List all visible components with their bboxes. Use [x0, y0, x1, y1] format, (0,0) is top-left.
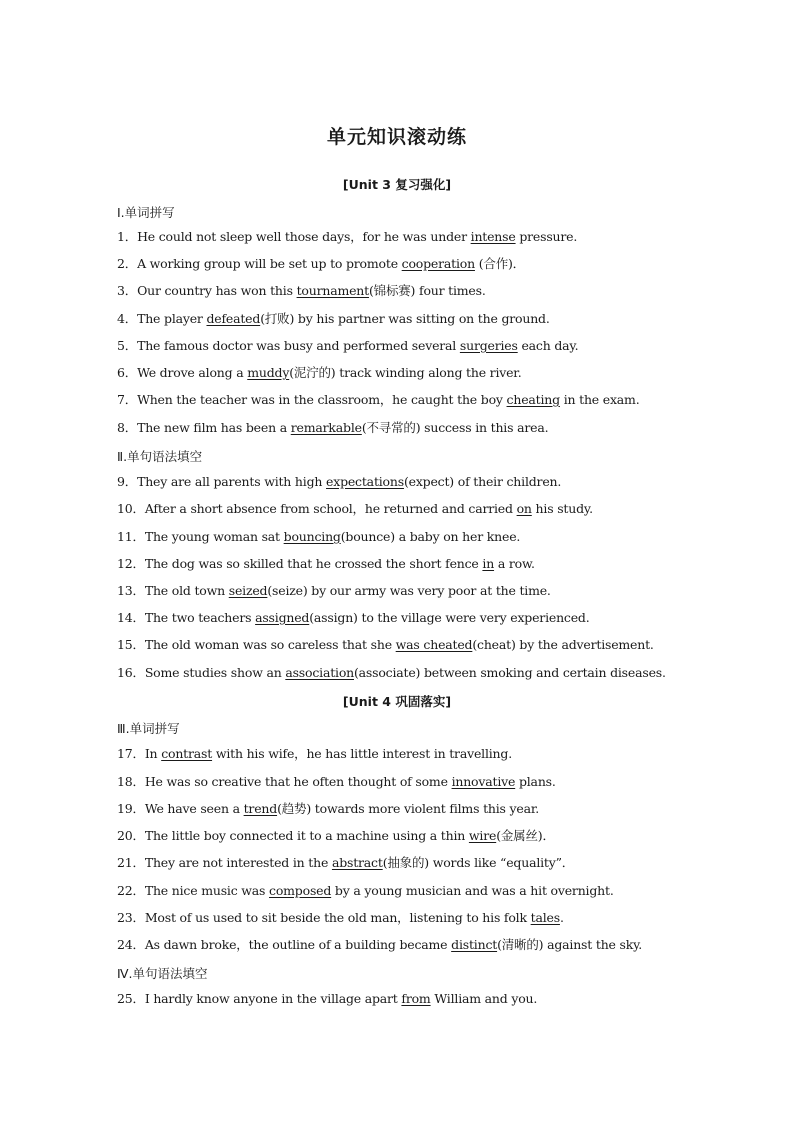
answer-blank: trend: [243, 801, 278, 816]
exercise-item: 16．Some studies show an association(associate) between smoking and certain diseases.: [117, 665, 666, 680]
section-3-heading: Ⅲ.单词拼写: [117, 721, 180, 736]
exercise-item: 13．The old town seized(seize) by our army was very poor at the time.: [117, 583, 551, 598]
exercise-item: 23．Most of us used to sit beside the old man，listening to his folk tales.: [117, 910, 564, 925]
exercise-item: 4．The player defeated(打败) by his partner was sitting on the ground.: [117, 311, 550, 326]
answer-blank: remarkable: [290, 420, 362, 435]
answer-blank: in: [482, 556, 495, 571]
answer-blank: was cheated: [395, 637, 473, 652]
exercise-item: 10．After a short absence from school，he returned and carried on his study.: [117, 501, 593, 516]
exercise-item: 6．We drove along a muddy(泥泞的) track winding along the river.: [117, 365, 522, 380]
exercise-item: 12．The dog was so skilled that he crossed the short fence in a row.: [117, 556, 535, 571]
answer-blank: surgeries: [459, 338, 518, 353]
unit-3-heading: [Unit 3 复习强化]: [342, 177, 452, 192]
section-1-heading: Ⅰ.单词拼写: [117, 205, 175, 220]
exercise-item: 1．He could not sleep well those days，for he was under intense pressure.: [117, 229, 578, 244]
answer-blank: cooperation: [401, 256, 475, 271]
answer-blank: association: [285, 665, 354, 680]
answer-blank: contrast: [161, 746, 213, 761]
exercise-item: 9．They are all parents with high expectations(expect) of their children.: [117, 474, 562, 489]
exercise-item: 8．The new film has been a remarkable(不寻常的) success in this area.: [117, 420, 549, 435]
section-4-heading: Ⅳ.单句语法填空: [117, 966, 208, 981]
exercise-item: 22．The nice music was composed by a young musician and was a hit overnight.: [117, 883, 614, 898]
exercise-item: 24．As dawn broke，the outline of a building became distinct(清晰的) against the sky.: [117, 937, 643, 952]
exercise-item: 17．In contrast with his wife，he has little interest in travelling.: [117, 746, 512, 761]
exercise-item: 25．I hardly know anyone in the village apart from William and you.: [117, 991, 538, 1006]
answer-blank: assigned: [255, 610, 310, 625]
answer-blank: bouncing: [283, 529, 341, 544]
answer-blank: intense: [470, 229, 516, 244]
section-2-heading: Ⅱ.单句语法填空: [117, 449, 203, 464]
answer-blank: composed: [269, 883, 332, 898]
answer-blank: tales: [530, 910, 560, 925]
answer-blank: distinct: [451, 937, 498, 952]
exercise-item: 14．The two teachers assigned(assign) to the village were very experienced.: [117, 610, 590, 625]
answer-blank: from: [401, 991, 431, 1006]
answer-blank: wire: [468, 828, 497, 843]
answer-blank: innovative: [451, 774, 516, 789]
exercise-item: 19．We have seen a trend(趋势) towards more violent films this year.: [117, 801, 540, 816]
answer-blank: expectations: [326, 474, 404, 489]
unit-4-heading: [Unit 4 巩固落实]: [342, 694, 452, 709]
answer-blank: defeated: [206, 311, 261, 326]
answer-blank: on: [516, 501, 532, 516]
exercise-item: 11．The young woman sat bouncing(bounce) a baby on her knee.: [117, 529, 521, 544]
exercise-item: 3．Our country has won this tournament(锦标赛) four times.: [117, 283, 486, 298]
exercise-item: 15．The old woman was so careless that she was cheated(cheat) by the advertisement.: [117, 637, 654, 652]
exercise-item: 5．The famous doctor was busy and performed several surgeries each day.: [117, 338, 579, 353]
exercise-item: 2．A working group will be set up to promote cooperation (合作)．: [117, 256, 525, 271]
answer-blank: seized: [228, 583, 268, 598]
answer-blank: tournament: [296, 283, 369, 298]
exercise-item: 21．They are not interested in the abstract(抽象的) words like “equality”．: [117, 855, 575, 870]
answer-blank: abstract: [331, 855, 383, 870]
answer-blank: muddy: [247, 365, 290, 380]
exercise-item: 7．When the teacher was in the classroom，he caught the boy cheating in the exam.: [117, 392, 640, 407]
answer-blank: cheating: [506, 392, 560, 407]
exercise-item: 18．He was so creative that he often thought of some innovative plans.: [117, 774, 556, 789]
exercise-item: 20．The little boy connected it to a machine using a thin wire(金属丝)．: [117, 828, 555, 843]
page-title: 单元知识滚动练: [326, 126, 467, 148]
